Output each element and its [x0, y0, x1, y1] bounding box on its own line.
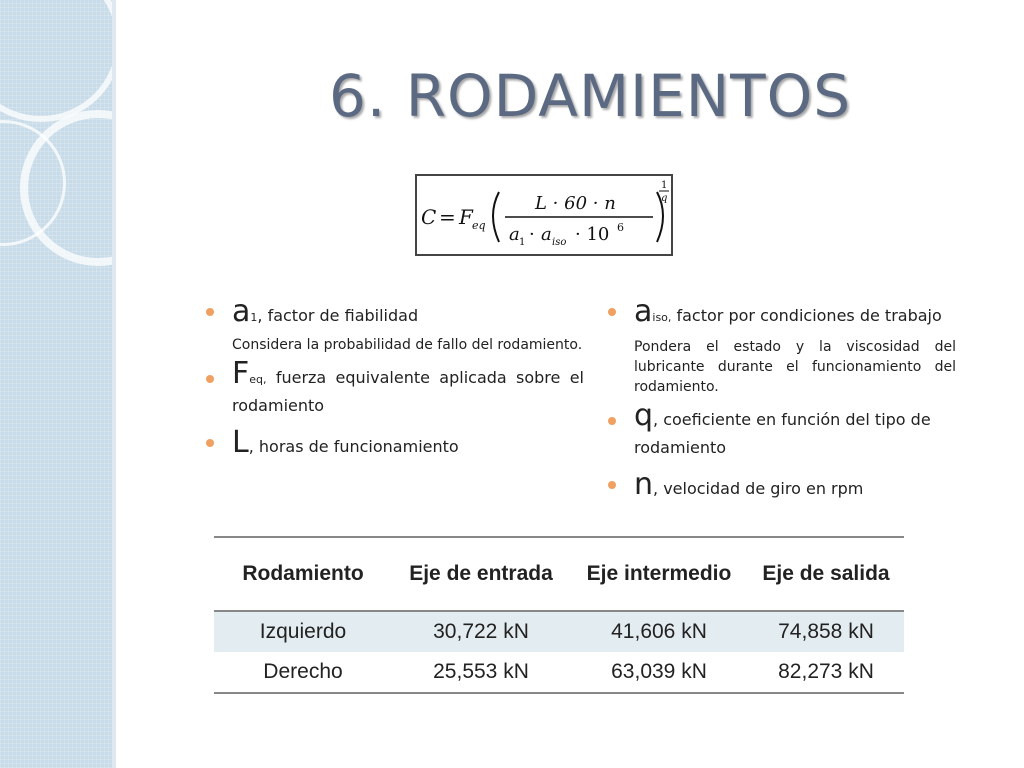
- bullet-q: [608, 398, 956, 461]
- bullet-dot: [206, 439, 214, 447]
- formula-den-aiso-sub: iso: [552, 237, 567, 248]
- bullet-dot: [608, 417, 616, 425]
- table-row: [214, 611, 904, 652]
- bullet-note: Considera la probabilidad de fallo del rodamiento.: [232, 337, 583, 353]
- table-cell: 41,606 kN: [570, 611, 748, 652]
- bullet-symbol: L: [232, 425, 249, 460]
- formula-den-pow: · 10: [575, 224, 610, 245]
- table-header-cell: Eje de salida: [748, 537, 904, 611]
- bullet-feq: [206, 356, 584, 419]
- formula-force-sub: eq: [472, 219, 486, 232]
- bullet-text: , factor de fiabilidad: [257, 306, 419, 325]
- bullet-symbol: n: [634, 467, 654, 502]
- formula-numerator: L · 60 · n: [535, 193, 616, 214]
- formula-exp-den: q: [661, 193, 668, 204]
- table-cell: 82,273 kN: [748, 652, 904, 693]
- right-bullet-list: [608, 294, 956, 502]
- side-band-edge: [112, 0, 116, 768]
- table-header-cell: Eje de entrada: [392, 537, 570, 611]
- table-header-cell: Eje intermedio: [570, 537, 748, 611]
- formula-equals: =: [439, 205, 456, 229]
- bullet-note: Pondera el estado y la viscosidad del lubricante durante el funcionamiento del rodamiento.: [634, 339, 956, 395]
- bullet-text: , coeficiente en función del tipo de rodamiento: [634, 410, 931, 457]
- bullet-subscript: 1: [250, 311, 258, 324]
- bullet-text: fuerza equivalente aplicada sobre el rodamiento: [232, 368, 584, 415]
- table-cell: Derecho: [214, 652, 392, 693]
- formula-lhs: C: [421, 205, 437, 229]
- bullet-aiso: [608, 294, 956, 329]
- decorative-ring: [0, 0, 112, 122]
- bullet-symbol: a: [634, 294, 653, 329]
- table-row: [214, 652, 904, 693]
- bullet-symbol: a: [232, 294, 251, 329]
- formula-den-exp: 6: [617, 221, 624, 234]
- bullet-text: factor por condiciones de trabajo: [671, 306, 942, 325]
- formula-den-a1-sub: 1: [519, 237, 526, 248]
- left-bullet-list: [206, 294, 584, 460]
- table-header-cell: Rodamiento: [214, 537, 392, 611]
- table-header-row: [214, 537, 904, 611]
- bullet-text: , velocidad de giro en rpm: [653, 479, 864, 498]
- table-cell: 25,553 kN: [392, 652, 570, 693]
- bullet-dot: [206, 375, 214, 383]
- table-cell: 63,039 kN: [570, 652, 748, 693]
- slide-title: 6. RODAMIENTOS: [328, 62, 852, 130]
- bullet-l: [206, 425, 584, 460]
- bullet-subscript: eq,: [249, 373, 267, 386]
- table-cell: 30,722 kN: [392, 611, 570, 652]
- formula-left-paren: [493, 192, 499, 242]
- bullet-subscript: iso,: [652, 311, 672, 324]
- table-cell: 74,858 kN: [748, 611, 904, 652]
- decorative-side-band: [0, 0, 112, 768]
- bullet-dot: [608, 308, 616, 316]
- formula-svg: [417, 176, 671, 254]
- formula-exp-num: 1: [661, 180, 668, 191]
- bullet-symbol: q: [634, 398, 654, 433]
- bearing-force-table: [214, 536, 904, 694]
- bullet-dot: [206, 308, 214, 316]
- bullet-text: , horas de funcionamiento: [248, 437, 459, 456]
- bullet-dot: [608, 481, 616, 489]
- bullet-symbol: F: [232, 356, 250, 391]
- bullet-n: [608, 467, 956, 502]
- formula-den-a1: a: [509, 224, 520, 245]
- formula-den-dot: ·: [529, 224, 535, 245]
- bullet-a1: [206, 294, 584, 329]
- table-cell: Izquierdo: [214, 611, 392, 652]
- formula-den-aiso: a: [541, 224, 552, 245]
- formula-force: F: [459, 205, 473, 229]
- bearing-life-formula: [415, 174, 673, 256]
